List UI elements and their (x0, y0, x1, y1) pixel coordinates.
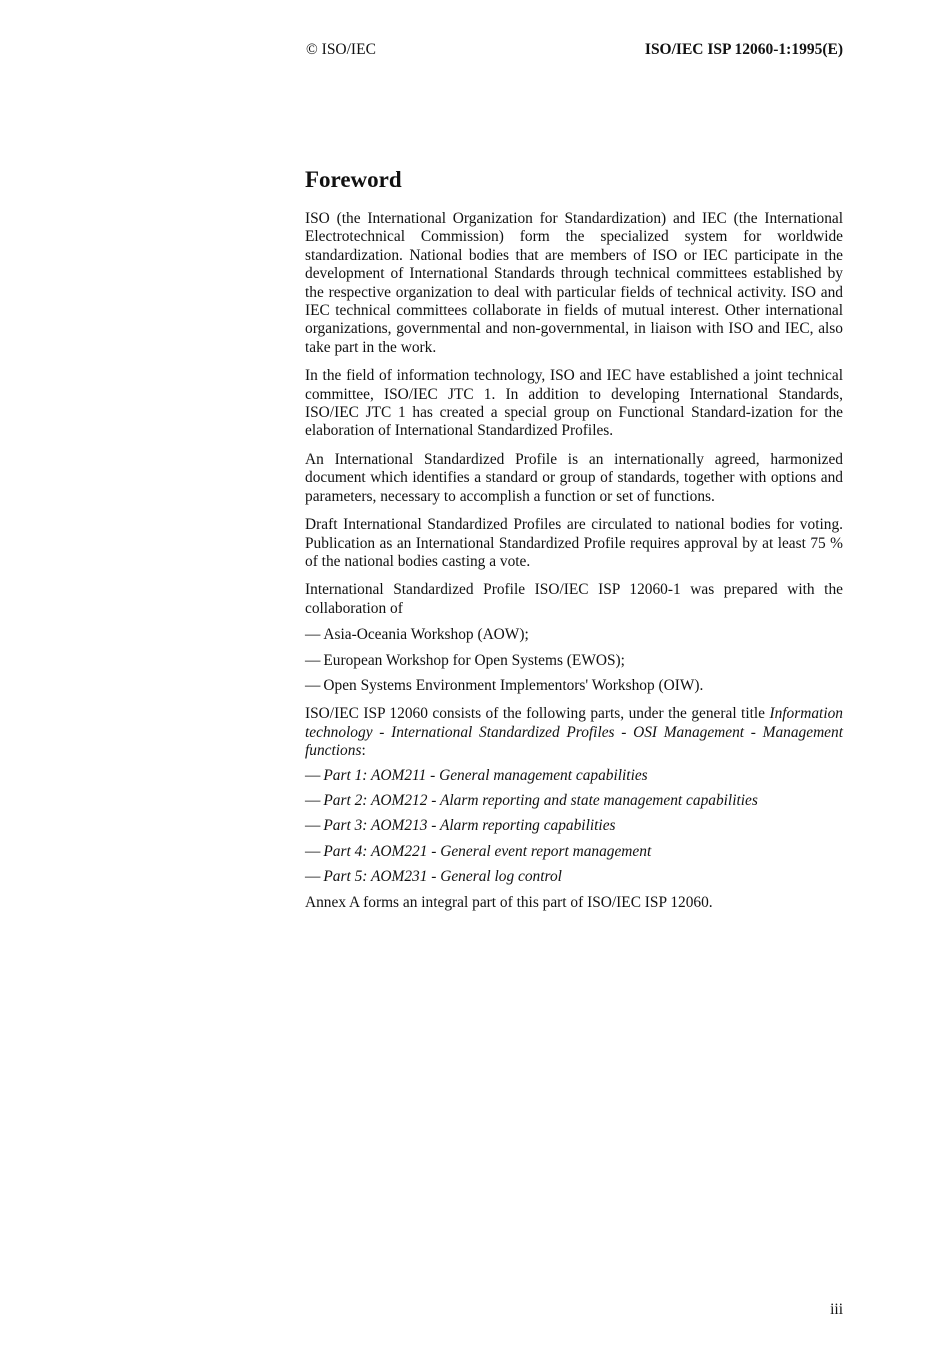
parts-intro-trail: : (361, 742, 366, 760)
dash-marker: — (305, 766, 321, 784)
dash-marker: — (305, 791, 321, 809)
part-text: Part 4: AOM221 - General event report management (323, 842, 652, 860)
collaborator-text: European Workshop for Open Systems (EWOS); (323, 651, 625, 669)
list-item (305, 626, 843, 644)
list-item (305, 843, 843, 861)
collaborator-list (305, 626, 843, 695)
parts-intro-lead: ISO/IEC ISP 12060 consists of the following parts, under the general title (305, 705, 765, 723)
part-text: Part 5: AOM231 - General log control (323, 868, 562, 886)
page-title: Foreword (305, 167, 402, 192)
paragraph-collaboration: International Standardized Profile ISO/IEC ISP 12060-1 was prepared with the collaboration of (305, 581, 843, 617)
dash-marker: — (305, 817, 321, 835)
list-item (305, 868, 843, 886)
part-text: Part 3: AOM213 - Alarm reporting capabilities (323, 817, 616, 835)
part-text: Part 2: AOM212 - Alarm reporting and state management capabilities (323, 791, 758, 809)
list-item (305, 767, 843, 785)
part-text: Part 1: AOM211 - General management capabilities (323, 766, 648, 784)
dash-marker: — (305, 626, 321, 644)
paragraph-draft-voting: Draft International Standardized Profiles are circulated to national bodies for voting. Publication as an International Standardized Profile requires approval by at least 75 % of the national bodies casting a vote. (305, 516, 843, 570)
paragraph-parts-intro (305, 705, 843, 760)
list-item (305, 817, 843, 835)
header-document-id: ISO/IEC ISP 12060-1:1995(E) (644, 41, 843, 58)
dash-marker: — (305, 676, 321, 694)
header-copyright: © ISO/IEC (306, 41, 376, 58)
paragraph-isp-definition: An International Standardized Profile is an internationally agreed, harmonized document which identifies a standard or group of standards, together with options and parameters, necessary to accomplish a function or set of functions. (305, 450, 843, 505)
parts-list (305, 767, 843, 887)
collaborator-text: Asia-Oceania Workshop (AOW); (323, 626, 529, 644)
parts-general-title: Information technology - International Standardized Profiles - OSI Management - Management functions (305, 705, 843, 760)
dash-marker: — (305, 842, 321, 860)
paragraph-jtc1: In the field of information technology, ISO and IEC have established a joint technical committee, ISO/IEC JTC 1. In addition to developing International Standards, ISO/IEC JTC 1 has created a special group on Functional Standard-ization for the elaboration of International Standardized Profiles. (305, 367, 843, 440)
paragraph-annex-note: Annex A forms an integral part of this part of ISO/IEC ISP 12060. (305, 893, 713, 911)
list-item (305, 792, 843, 810)
paragraph-iso-iec: ISO (the International Organization for Standardization) and IEC (the International Electrotechnical Commission) form the specialized system for worldwide standardization. National bodies that are members of ISO or IEC participate in the development of International Standards through technical committees established by the respective organization to deal with particular fields of technical activity. ISO and IEC technical committees collaborate in fields of mutual interest. Other international organizations, governmental and non-governmental, in liaison with ISO and IEC, also take part in the work. (305, 210, 843, 356)
dash-marker: — (305, 651, 321, 669)
list-item (305, 652, 843, 670)
collaborator-text: Open Systems Environment Implementors' Workshop (OIW). (323, 676, 704, 694)
dash-marker: — (305, 868, 321, 886)
page-number: iii (830, 1301, 843, 1318)
foreword-section (305, 166, 843, 922)
list-item (305, 677, 843, 695)
